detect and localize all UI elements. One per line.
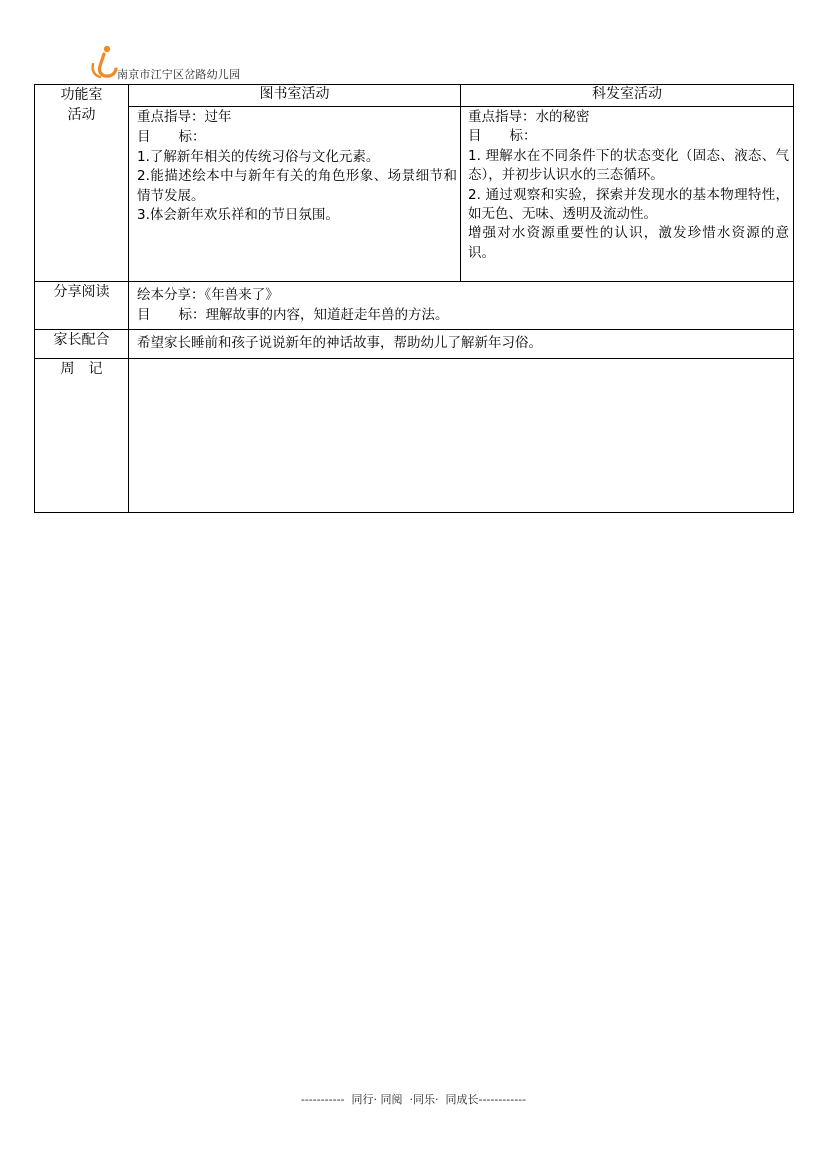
science-goal-1: 1. 理解水在不同条件下的状态变化（固态、液态、气态），并初步认识水的三态循环。 xyxy=(468,147,789,184)
library-activity-heading: 图书室活动 xyxy=(129,85,461,107)
functional-room-content-row xyxy=(35,107,794,282)
functional-room-header-row xyxy=(35,85,794,107)
parent-cooperation-label: 家长配合 xyxy=(35,330,129,359)
library-goal-1: 1.了解新年相关的传统习俗与文化元素。 xyxy=(137,148,380,165)
kindergarten-logo-icon xyxy=(90,44,120,80)
library-activity-cell xyxy=(129,107,461,282)
science-goal-2: 2. 通过观察和实验，探索并发现水的基本物理特性，如无色、无味、透明及流动性。 xyxy=(468,186,789,223)
page-footer: ----------- 同行· 同阅 ·同乐· 同成长------------ xyxy=(300,1093,527,1106)
shared-reading-book: 绘本分享：《年兽来了》 xyxy=(137,287,279,304)
science-activity-heading: 科发室活动 xyxy=(461,85,794,107)
functional-room-label: 功能室 活动 xyxy=(35,85,129,282)
science-goal-3: 增强对水资源重要性的认识，激发珍惜水资源的意识。 xyxy=(468,225,789,261)
library-goal-label: 目 标： xyxy=(137,129,206,146)
library-focus: 重点指导：过年 xyxy=(137,109,232,125)
parent-cooperation-text: 希望家长睡前和孩子说说新年的神话故事，帮助幼儿了解新年习俗。 xyxy=(137,335,542,352)
science-activity-cell xyxy=(461,107,794,282)
page-header xyxy=(90,44,390,80)
weekly-notes-row xyxy=(35,359,794,513)
weekly-notes-label: 周 记 xyxy=(35,359,129,513)
shared-reading-cell xyxy=(129,282,794,330)
school-name: 南京市江宁区岔路幼儿园 xyxy=(117,68,241,81)
science-goal-label: 目 标： xyxy=(468,128,537,145)
weekly-notes-text xyxy=(129,359,793,361)
parent-cooperation-cell xyxy=(129,330,794,359)
parent-cooperation-row xyxy=(35,330,794,359)
science-focus: 重点指导：水的秘密 xyxy=(468,109,590,125)
weekly-notes-cell xyxy=(129,359,794,513)
shared-reading-label: 分享阅读 xyxy=(35,282,129,330)
library-goal-3: 3.体会新年欢乐祥和的节日氛围。 xyxy=(137,207,339,224)
shared-reading-goal: 目 标：理解故事的内容，知道赶走年兽的方法。 xyxy=(137,306,449,323)
library-goal-2: 2.能描述绘本中与新年有关的角色形象、场景细节和情节发展。 xyxy=(137,168,457,204)
weekly-plan-table xyxy=(34,84,794,513)
shared-reading-row xyxy=(35,282,794,330)
